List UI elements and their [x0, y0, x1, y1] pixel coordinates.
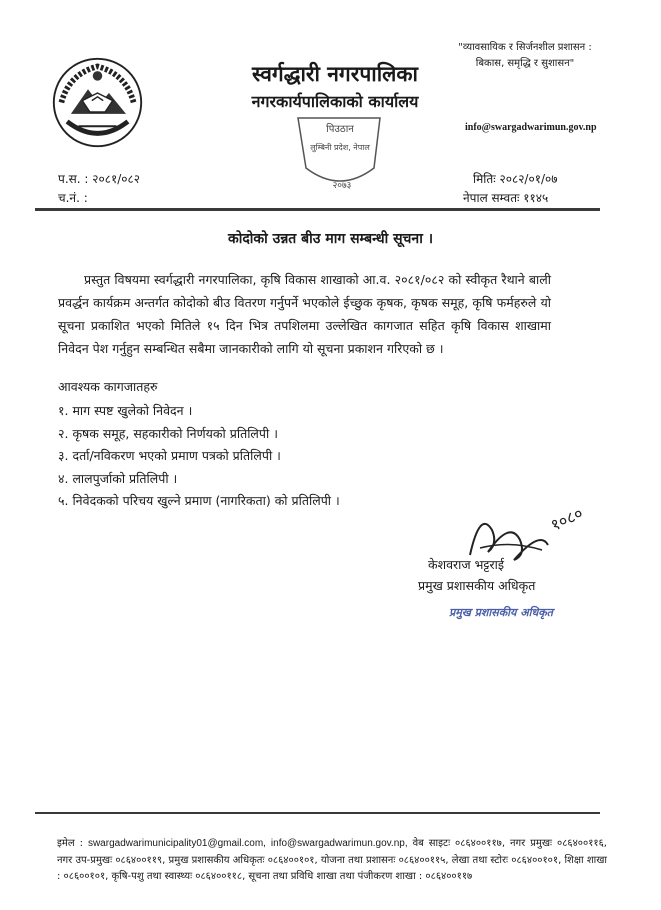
- seal-text-1: पिउठान: [326, 124, 354, 135]
- header-email: info@swargadwarimun.gov.np: [465, 122, 597, 133]
- footer-email-label: इमेल :: [57, 838, 83, 849]
- designation-stamp: प्रमुख प्रशासकीय अधिकृत: [449, 606, 553, 619]
- dispatch-number: च.नं. :: [58, 191, 88, 205]
- letter-number: प.स. : २०८१/०८२: [58, 172, 140, 186]
- requirement-item: ३. दर्ता/नविकरण भएको प्रमाण पत्रको प्रतिलिपी ।: [58, 448, 281, 463]
- requirement-item: २. कृषक समूह, सहकारीको निर्णयको प्रतिलिपी ।: [58, 425, 278, 441]
- signature-handwritten-number: १०८०: [547, 503, 586, 535]
- office-name: नगरकार्यपालिकाको कार्यालय: [251, 92, 419, 111]
- footer-email-2: info@swargadwarimun.gov.np,: [270, 838, 408, 849]
- office-seal-stamp: [292, 110, 387, 195]
- requirements-title: आवश्यक कागजातहरु: [58, 379, 158, 394]
- signatory-title: प्रमुख प्रशासकीय अधिकृत: [418, 578, 536, 593]
- motto-line-2: बिकास, समृद्धि र सुशासन": [475, 58, 575, 69]
- requirement-item: ५. निवेदकको परिचय खुल्ने प्रमाण (नागरिकता) को प्रतिलिपी ।: [58, 493, 340, 508]
- footer-email-1: swargadwarimunicipality01@gmail.com,: [87, 838, 266, 849]
- footer-divider: [35, 812, 600, 814]
- motto: [420, 40, 630, 72]
- org-name: स्वर्गद्धारी नगरपालिका: [252, 62, 418, 86]
- signatory-name: केशवराज भट्टराई: [428, 557, 505, 572]
- requirement-item: ४. लालपुर्जाको प्रतिलिपी ।: [58, 470, 178, 486]
- notice-subject: कोदोको उन्नत बीउ माग सम्बन्धी सूचना ।: [227, 231, 434, 247]
- motto-line-1: "व्यावसायिक र सिर्जनशील प्रशासन :: [458, 42, 592, 53]
- notice-body: प्रस्तुत विषयमा स्वर्गद्धारी नगरपालिका, कृषि विकास शाखाको आ.व. २०८१/०८२ को स्वीकृत रैथाने बाली प्रवर्द्धन कार्यक्रम अन्तर्गत कोदोको बीउ वितरण गर्नुपर्ने भएकोले ईच्छुक कृषक, कृषक समूह, कृषि फर्महरुले यो सूचना प्रकाशित भएको मितिले १५ दिन भित्र तपशिलमा उल्लेखित कागजात सहित कृषि विकास शाखामा निवेदन पेश गर्नुहुन सम्बन्धित सबैमा जानकारीको लागि यो सूचना प्रकाशन गरिएको छ ।: [58, 272, 551, 356]
- requirement-item: १. माग स्पष्ट खुलेको निवेदन ।: [58, 403, 193, 418]
- footer-contacts: [57, 836, 607, 886]
- footer-phone-list: वेब साइटः ०८६४००११७, नगर प्रमुखः ०८६४००११६, नगर उप-प्रमुखः ०८६४००११९, प्रमुख प्रशासकीय अधिकृतः ०८६४००१०१, योजना तथा प्रशासनः ०८६४००११५, लेखा तथा स्टोरः ०८६४००१०१, शिक्षा शाखा : ०८६००१०१, कृषि-पशु तथा स्वास्थ्यः ०८६४००११८, सूचना तथा प्रविधि शाखा तथा पंजीकरण शाखा : ०८६४००११७: [57, 838, 607, 882]
- requirements-list: [58, 400, 340, 513]
- header-divider: [35, 208, 600, 211]
- nepal-emblem-logo: [50, 55, 145, 150]
- letter-date: मितिः २०८२/०१/०७: [473, 172, 558, 186]
- seal-text-2: लुम्बिनी प्रदेश, नेपाल: [310, 143, 370, 152]
- nepal-samvat: नेपाल सम्वतः ११४५: [463, 191, 549, 205]
- seal-text-3: २०७३: [332, 181, 352, 191]
